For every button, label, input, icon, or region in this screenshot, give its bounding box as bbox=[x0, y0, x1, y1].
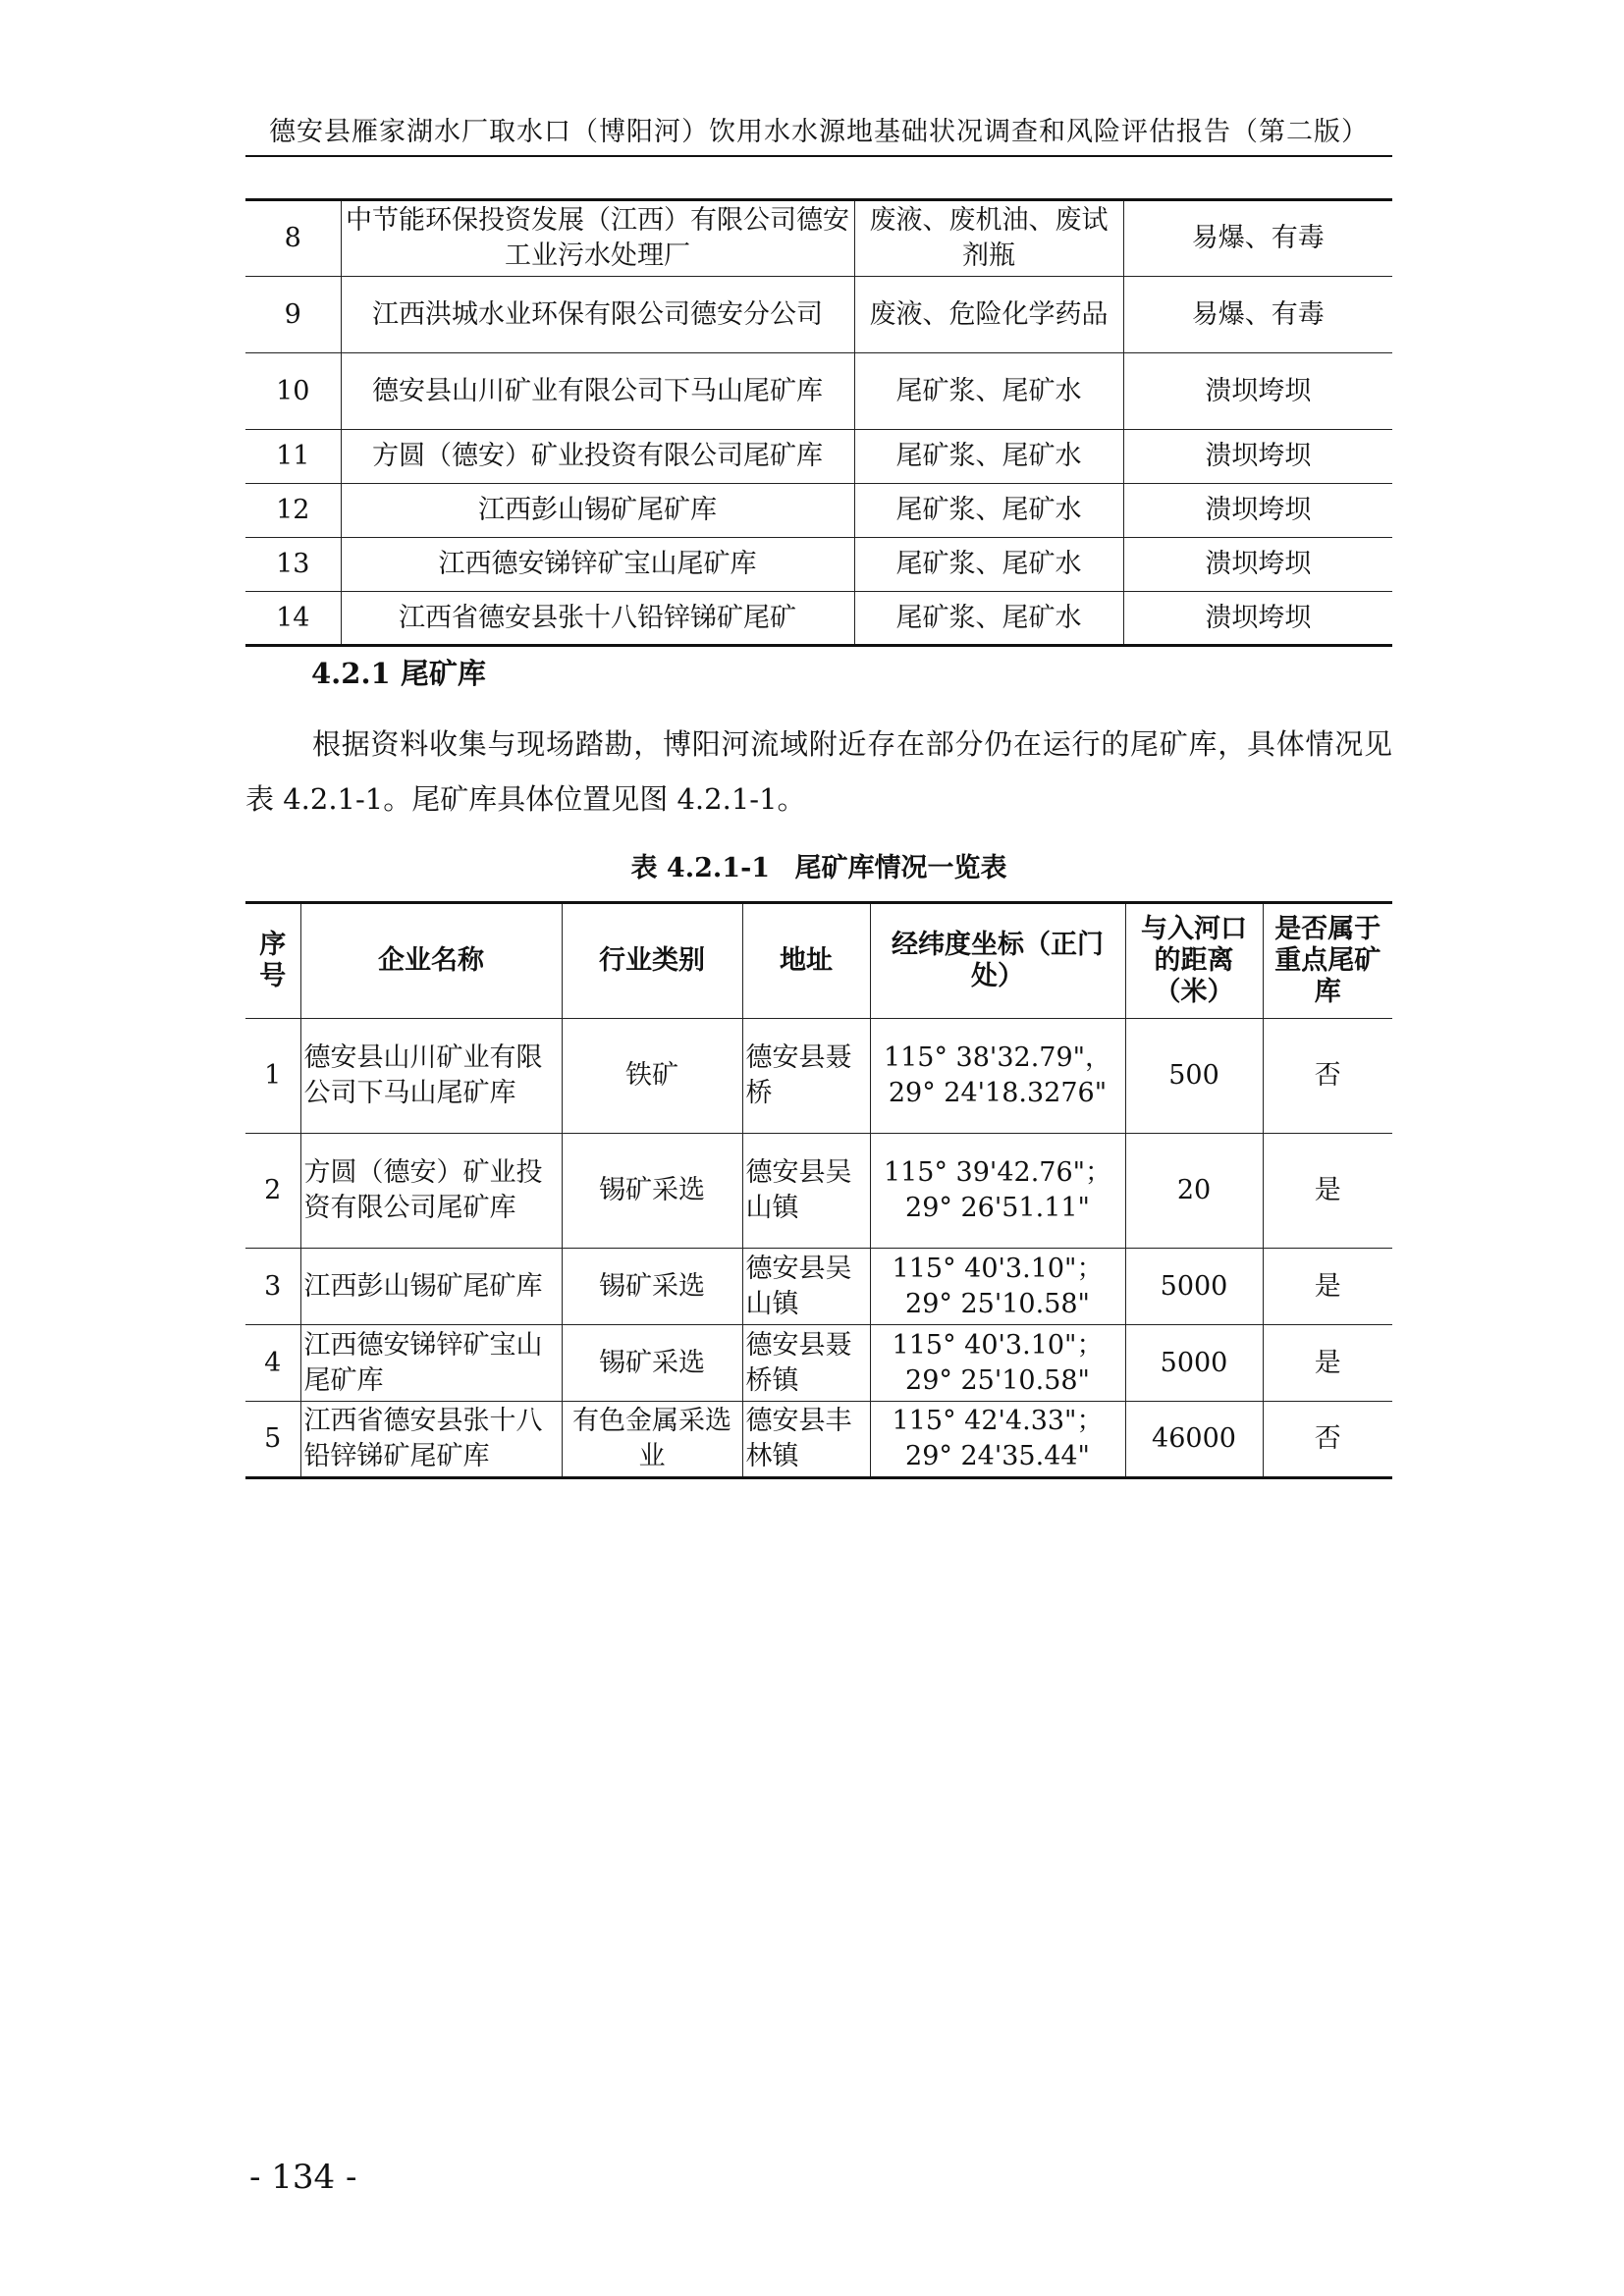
enterprise-name: 江西洪城水业环保有限公司德安分公司 bbox=[341, 277, 854, 353]
risk-type: 溃坝垮坝 bbox=[1123, 430, 1392, 484]
row-number: 13 bbox=[245, 538, 341, 592]
risk-type: 溃坝垮坝 bbox=[1123, 484, 1392, 538]
enterprise-name: 江西省德安县张十八铅锌锑矿尾矿库 bbox=[300, 1402, 562, 1478]
enterprise-name: 方圆（德安）矿业投资有限公司尾矿库 bbox=[341, 430, 854, 484]
risk-type: 溃坝垮坝 bbox=[1123, 538, 1392, 592]
col-header-address: 地址 bbox=[742, 903, 870, 1019]
coordinates bbox=[870, 1019, 1125, 1134]
enterprise-name: 江西省德安县张十八铅锌锑矿尾矿 bbox=[341, 592, 854, 646]
distance: 5000 bbox=[1125, 1249, 1263, 1325]
col-header-distance: 与入河口的距离（米） bbox=[1125, 903, 1263, 1019]
table-header-row bbox=[245, 903, 1392, 1019]
table-caption bbox=[245, 846, 1392, 884]
coordinates bbox=[870, 1325, 1125, 1402]
industry: 锡矿采选 bbox=[562, 1249, 742, 1325]
risk-type: 易爆、有毒 bbox=[1123, 200, 1392, 277]
industry: 铁矿 bbox=[562, 1019, 742, 1134]
enterprise-name: 江西彭山锡矿尾矿库 bbox=[300, 1249, 562, 1325]
industry: 有色金属采选业 bbox=[562, 1402, 742, 1478]
header-rule bbox=[245, 155, 1392, 157]
col-header-industry: 行业类别 bbox=[562, 903, 742, 1019]
risk-source-table bbox=[245, 198, 1392, 647]
risk-type: 溃坝垮坝 bbox=[1123, 592, 1392, 646]
section-heading: 4.2.1 尾矿库 bbox=[311, 657, 486, 690]
body-paragraph: 根据资料收集与现场踏勘，博阳河流域附近存在部分仍在运行的尾矿库，具体情况见表 4.2.1-1。尾矿库具体位置见图 4.2.1-1。 bbox=[245, 727, 1392, 816]
enterprise-name: 德安县山川矿业有限公司下马山尾矿库 bbox=[341, 353, 854, 430]
key-flag: 是 bbox=[1263, 1249, 1392, 1325]
row-number: 14 bbox=[245, 592, 341, 646]
longitude: 115° 40'3.10"； bbox=[892, 1253, 1104, 1284]
row-number: 12 bbox=[245, 484, 341, 538]
col-header-coords: 经纬度坐标（正门处） bbox=[870, 903, 1125, 1019]
caption-label: 表 4.2.1-1 bbox=[630, 853, 771, 883]
enterprise-name: 江西彭山锡矿尾矿库 bbox=[341, 484, 854, 538]
address: 德安县吴山镇 bbox=[742, 1134, 870, 1249]
longitude: 115° 42'4.33"； bbox=[892, 1406, 1104, 1436]
col-header-no: 序号 bbox=[245, 903, 300, 1019]
table-row bbox=[245, 592, 1392, 646]
tailings-table bbox=[245, 901, 1392, 1479]
table-row bbox=[245, 1402, 1392, 1478]
risk-type: 易爆、有毒 bbox=[1123, 277, 1392, 353]
latitude: 29° 24'18.3276" bbox=[888, 1078, 1108, 1108]
row-number: 2 bbox=[245, 1134, 300, 1249]
longitude: 115° 38'32.79"， bbox=[883, 1042, 1112, 1073]
row-number: 4 bbox=[245, 1325, 300, 1402]
industry: 锡矿采选 bbox=[562, 1325, 742, 1402]
col-header-key: 是否属于重点尾矿库 bbox=[1263, 903, 1392, 1019]
address: 德安县聂桥镇 bbox=[742, 1325, 870, 1402]
enterprise-name: 中节能环保投资发展（江西）有限公司德安工业污水处理厂 bbox=[341, 200, 854, 277]
distance: 20 bbox=[1125, 1134, 1263, 1249]
enterprise-name: 江西德安锑锌矿宝山尾矿库 bbox=[300, 1325, 562, 1402]
latitude: 29° 26'51.11" bbox=[905, 1193, 1090, 1223]
key-flag: 是 bbox=[1263, 1134, 1392, 1249]
risk-substance: 尾矿浆、尾矿水 bbox=[854, 430, 1123, 484]
row-number: 9 bbox=[245, 277, 341, 353]
key-flag: 否 bbox=[1263, 1019, 1392, 1134]
coordinates bbox=[870, 1249, 1125, 1325]
row-number: 3 bbox=[245, 1249, 300, 1325]
risk-substance: 尾矿浆、尾矿水 bbox=[854, 484, 1123, 538]
risk-type: 溃坝垮坝 bbox=[1123, 353, 1392, 430]
table-row bbox=[245, 277, 1392, 353]
table-row bbox=[245, 1249, 1392, 1325]
table-row bbox=[245, 200, 1392, 277]
row-number: 1 bbox=[245, 1019, 300, 1134]
enterprise-name: 江西德安锑锌矿宝山尾矿库 bbox=[341, 538, 854, 592]
table-row bbox=[245, 1134, 1392, 1249]
address: 德安县聂桥 bbox=[742, 1019, 870, 1134]
distance: 46000 bbox=[1125, 1402, 1263, 1478]
latitude: 29° 24'35.44" bbox=[905, 1441, 1090, 1471]
row-number: 10 bbox=[245, 353, 341, 430]
latitude: 29° 25'10.58" bbox=[905, 1288, 1090, 1319]
table-row bbox=[245, 484, 1392, 538]
table-row bbox=[245, 1325, 1392, 1402]
col-header-name: 企业名称 bbox=[300, 903, 562, 1019]
address: 德安县丰林镇 bbox=[742, 1402, 870, 1478]
risk-substance: 尾矿浆、尾矿水 bbox=[854, 592, 1123, 646]
distance: 500 bbox=[1125, 1019, 1263, 1134]
key-flag: 是 bbox=[1263, 1325, 1392, 1402]
risk-substance: 废液、废机油、废试剂瓶 bbox=[854, 200, 1123, 277]
table-row bbox=[245, 538, 1392, 592]
row-number: 8 bbox=[245, 200, 341, 277]
industry: 锡矿采选 bbox=[562, 1134, 742, 1249]
longitude: 115° 39'42.76"； bbox=[883, 1157, 1112, 1188]
enterprise-name: 方圆（德安）矿业投资有限公司尾矿库 bbox=[300, 1134, 562, 1249]
risk-substance: 尾矿浆、尾矿水 bbox=[854, 353, 1123, 430]
address: 德安县吴山镇 bbox=[742, 1249, 870, 1325]
page-number: - 134 - bbox=[249, 2158, 357, 2197]
table-row bbox=[245, 1019, 1392, 1134]
risk-substance: 废液、危险化学药品 bbox=[854, 277, 1123, 353]
table-row bbox=[245, 353, 1392, 430]
risk-substance: 尾矿浆、尾矿水 bbox=[854, 538, 1123, 592]
distance: 5000 bbox=[1125, 1325, 1263, 1402]
table-row bbox=[245, 430, 1392, 484]
latitude: 29° 25'10.58" bbox=[905, 1364, 1090, 1396]
caption-title: 尾矿库情况一览表 bbox=[794, 853, 1007, 883]
key-flag: 否 bbox=[1263, 1402, 1392, 1478]
row-number: 11 bbox=[245, 430, 341, 484]
longitude: 115° 40'3.10"； bbox=[892, 1329, 1104, 1361]
coordinates bbox=[870, 1134, 1125, 1249]
row-number: 5 bbox=[245, 1402, 300, 1478]
running-header: 德安县雁家湖水厂取水口（博阳河）饮用水水源地基础状况调查和风险评估报告（第二版） bbox=[269, 117, 1369, 147]
enterprise-name: 德安县山川矿业有限公司下马山尾矿库 bbox=[300, 1019, 562, 1134]
coordinates bbox=[870, 1402, 1125, 1478]
